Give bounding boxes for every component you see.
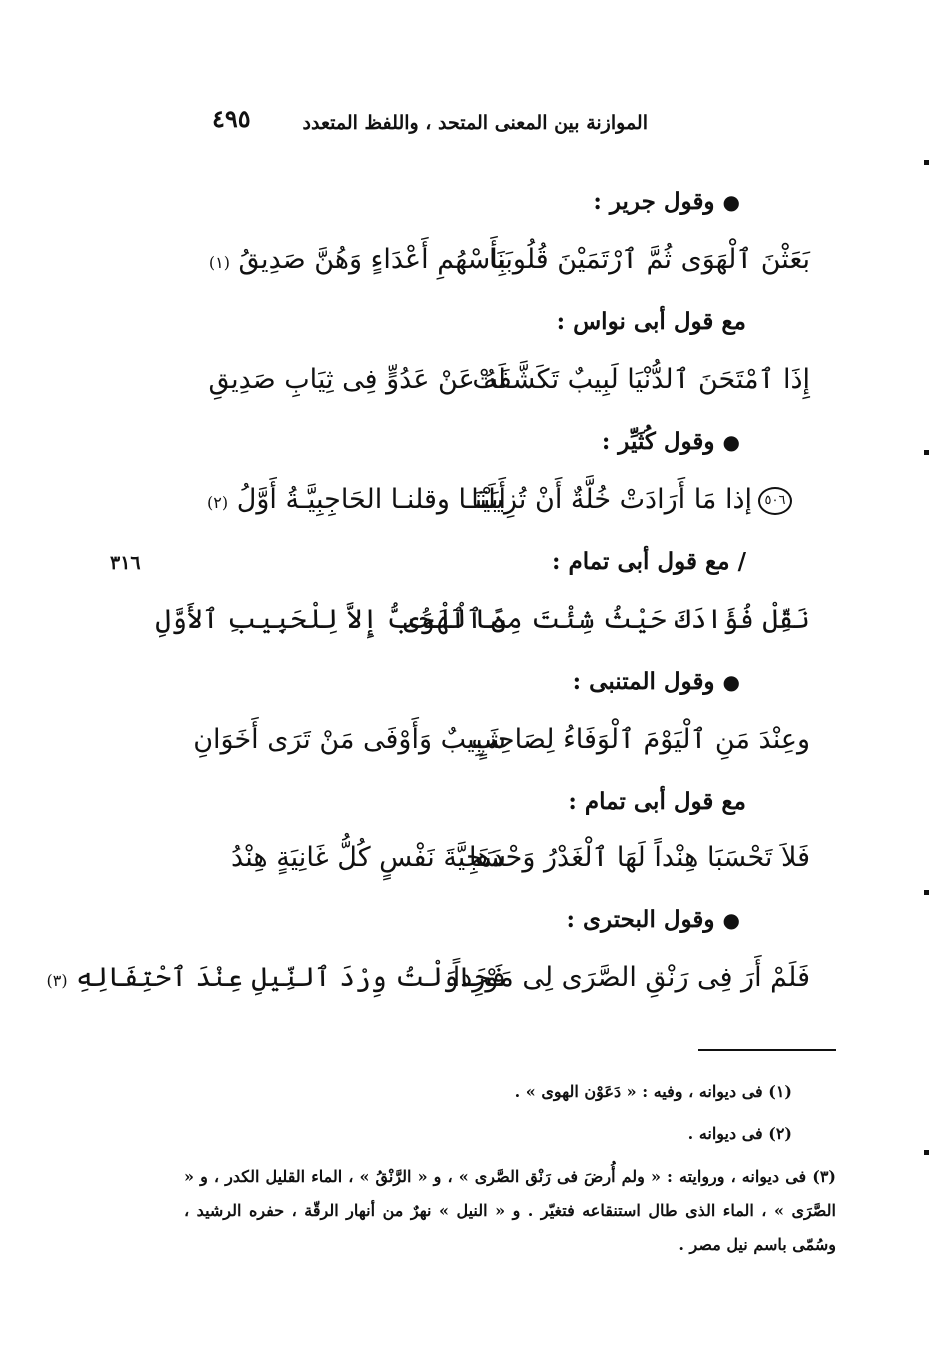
footnote-2: (٢) فى ديوانه . [687, 1124, 792, 1143]
verse-hemistich-right-2: إِذَا ٱمْتَحَنَ ٱلدُّنْيَا لَبِيبٌ تَكَشَّفَتْ [472, 364, 810, 395]
verse-number-badge: ٥٠٦ [758, 487, 792, 515]
section-intro-3 [602, 428, 740, 455]
intro-text: وقول جرير : [593, 188, 715, 215]
footnote-separator [698, 1049, 836, 1051]
verse-hemistich-left-4: مَا ٱلْحُبُّ إِلاَّ لِلْحَبِيبِ ٱلأَوَّلِ [155, 604, 506, 635]
verse-hemistich-right-6: فَلاَ تَحْسَبَا هِنْداً لَهَا ٱلْغَدْرُ وَحْدَهَا [469, 842, 810, 873]
scan-mark [924, 1150, 929, 1155]
verse-hemistich-left-3 [207, 484, 506, 515]
verse-hemistich-right-3 [471, 484, 792, 515]
scan-mark [924, 890, 929, 895]
footnote-ref: (١) [208, 253, 230, 272]
bullet-icon: ● [722, 430, 740, 454]
bullet-icon: ● [722, 190, 740, 214]
verse-hemistich-left-5: شَبِيبٌ وَأَوْفَى مَنْ تَرَى أَخَوَانِ [193, 724, 506, 755]
scan-mark [924, 160, 929, 165]
intro-text: وقول كُثَيِّر : [601, 428, 715, 455]
section-intro-2: مع قول أبى نواس : [556, 308, 746, 335]
verse-hemistich-left-2: لَهُ عَنْ عَدُوٍّ فِى ثِيَابِ صَدِيقِ [208, 364, 506, 395]
intro-text: وقول البحترى : [566, 906, 715, 933]
section-intro-5 [573, 668, 740, 695]
verse-hemistich-left-1 [209, 244, 506, 275]
intro-text: وقول المتنبى : [572, 668, 715, 695]
footnote-3: (٣) فى ديوانه ، وروايته : « ولم أُرضَ فى رَنْق الصَّرى » ، و « الرَّنْقُ » ، الماء القليل الكدر ، و « الصَّرَى » ، الماء الذى طال استنقاعه فتغيّر . و « النيل » نهرٌ من أنهار الرقّة ، حفره الرشيد ، وسُمّى باسم نيل مصر . [184, 1167, 836, 1254]
verse-text: بِأَسْهُمِ أَعْدَاءٍ وَهُنَّ صَدِيقُ [238, 244, 506, 275]
verse-hemistich-right-5: وعِنْدَ مَنِ ٱلْيَوْمَ ٱلْوَفَاءُ لِصَاحِبٍ [471, 724, 810, 755]
margin-page-number: ٣١٦ [110, 552, 141, 574]
verse-hemistich-right-7: فَلَمْ أَرَ فِى رَنْقِ الصَّرَى لِى مَوْرِداً [452, 962, 810, 993]
verse-hemistich-right-1: بَعَثْنَ ٱلْهَوَى ثُمَّ ٱرْتَمَيْنَ قُلُوبَنَا [489, 244, 810, 275]
footnote-ref: (٣) [46, 971, 68, 990]
section-intro-1 [593, 188, 740, 215]
page-number: ٤٩٥ [212, 104, 251, 133]
verse-text: فَحَاوَلْتُ وِرْدَ ٱلنِّيلِ عِنْدَ ٱحْتِفَالِهِ [76, 962, 506, 993]
footnote-ref: (٢) [207, 493, 229, 512]
section-intro-4: / مع قول أبى تمام : [552, 548, 746, 575]
section-intro-7 [567, 906, 740, 933]
bullet-icon: ● [722, 670, 740, 694]
verse-text: إذا مَا أَرَادَتْ خُلَّةٌ أَنْ تُزِيلَنَا [471, 484, 752, 515]
verse-hemistich-left-6: سَجِيَّةَ نَفْسٍ كُلُّ غَانِيَةٍ هِنْدُ [231, 842, 506, 873]
verse-text: أَبَيْنَـا وقلنـا الحَاجِبِيَّـةُ أَوَّلُ [236, 484, 506, 515]
scan-mark [924, 450, 929, 455]
section-intro-6: مع قول أبى تمام : [568, 788, 746, 815]
running-header-title: الموازنة بين المعنى المتحد ، واللفظ المتعدد [302, 112, 648, 134]
bullet-icon: ● [722, 908, 740, 932]
verse-hemistich-right-4: نَقِّلْ فُؤَادَكَ حَيْثُ شِئْتَ مِنَ ٱلْهَوَى [403, 604, 810, 635]
footnote-1: (١) فى ديوانه ، وفيه : « دَعَوْن الهوى » . [514, 1082, 792, 1101]
verse-hemistich-left-7 [46, 962, 506, 993]
